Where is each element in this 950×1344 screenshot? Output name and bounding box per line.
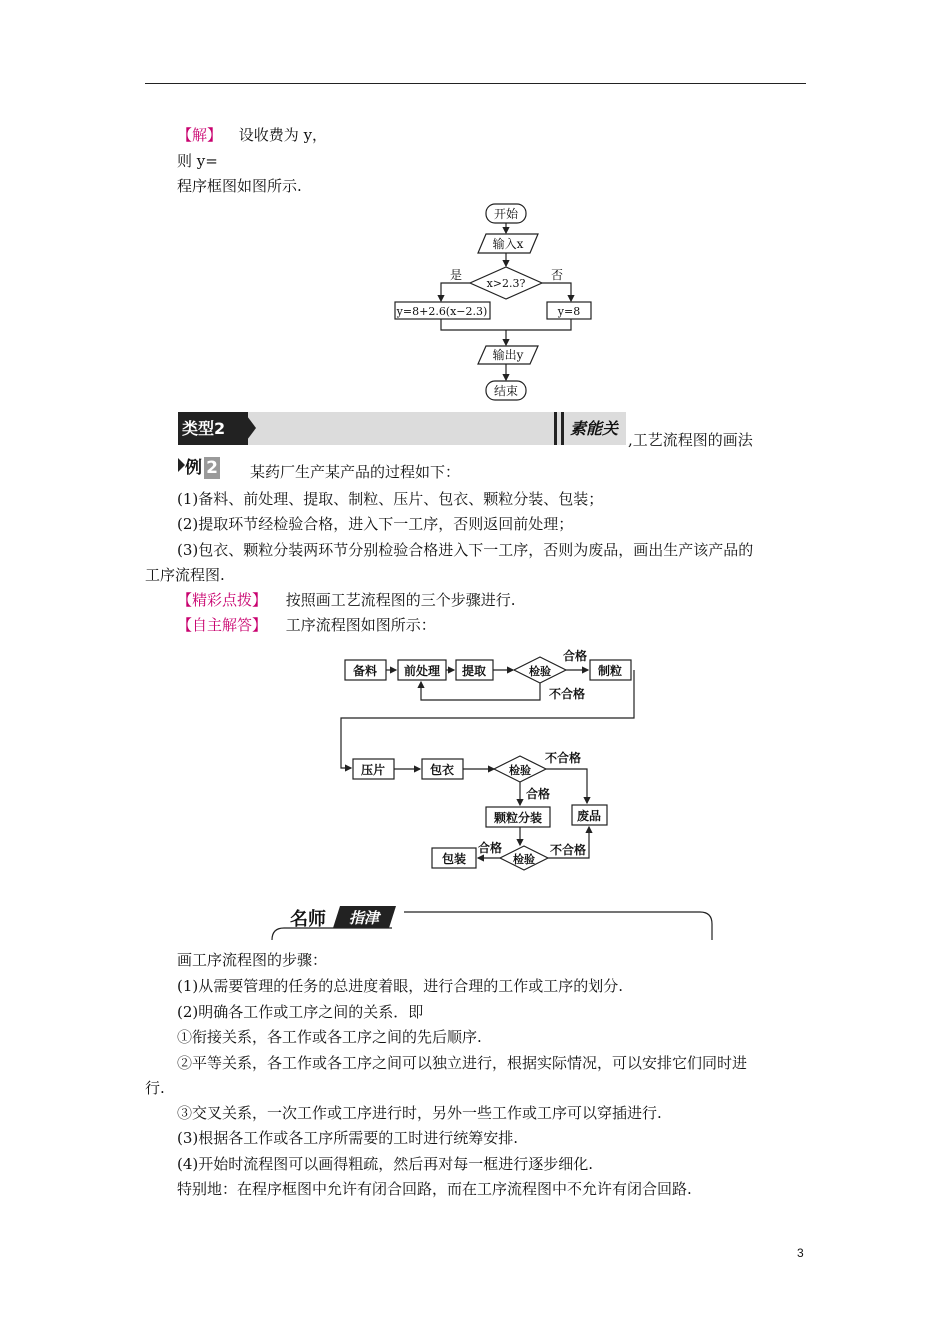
label-jianyan-3: 检验: [513, 853, 535, 866]
label-feipin: 废品: [576, 809, 602, 823]
solution-tag: 【解】: [177, 126, 223, 144]
end-label: 结束: [493, 384, 519, 398]
no-label: 否: [550, 268, 564, 282]
output-label: 输出y: [492, 348, 524, 362]
guide-line-7: (3)根据各工作或各工序所需要的工时进行统筹安排.: [177, 1129, 519, 1147]
example-item-3-cont: 工序流程图.: [145, 566, 225, 584]
answer-tag: 【自主解答】: [177, 616, 268, 634]
label-hege-1: 合格: [562, 649, 588, 663]
program-flowchart: [380, 200, 610, 405]
solution-text-1: 设收费为 y，: [238, 126, 328, 144]
label-baozhuang: 包装: [441, 852, 467, 866]
input-label: 输入x: [492, 237, 524, 251]
badge-arrow-icon: [178, 458, 185, 472]
guide-line-8: (4)开始时流程图可以画得粗疏，然后再对每一框进行逐步细化.: [177, 1155, 594, 1173]
example-item-3: (3)包衣、颗粒分装两环节分别检验合格进入下一工序，否则为废品，画出生产该产品的: [177, 541, 754, 559]
guide-line-5: 行.: [145, 1079, 165, 1097]
solution-line-3: 程序框图如图所示.: [177, 177, 302, 195]
hint-text: 按照画工艺流程图的三个步骤进行.: [285, 591, 516, 609]
label-qianchuli: 前处理: [403, 664, 441, 678]
hint-tag: 【精彩点拨】: [177, 591, 268, 609]
guide-line-0: 画工序流程图的步骤：: [177, 951, 328, 969]
label-baoyi: 包衣: [429, 763, 455, 777]
example-intro: 某药厂生产某产品的过程如下：: [250, 463, 461, 481]
yes-branch-label: y=8+2.6(x−2.3): [396, 305, 488, 318]
hint-line: [177, 589, 516, 610]
label-buhege-3: 不合格: [549, 843, 587, 857]
label-tiqu: 提取: [461, 664, 487, 678]
banner-chevron: [244, 412, 256, 444]
guide-line-9: 特别地：在程序框图中允许有闭合回路，而在工序流程图中不允许有闭合回路.: [177, 1180, 692, 1198]
guide-title-b: 指津: [348, 909, 380, 927]
start-label: 开始: [493, 207, 519, 221]
label-buhege-2: 不合格: [544, 751, 582, 765]
example-badge: [178, 457, 230, 479]
example-badge-text: 例: [185, 458, 202, 478]
header-rule: [145, 83, 806, 84]
guide-line-3: ①衔接关系，各工作或各工序之间的先后顺序.: [177, 1028, 482, 1046]
solution-line-2: 则 y=: [177, 152, 218, 170]
example-item-1: (1)备料、前处理、提取、制粒、压片、包衣、颗粒分装、包装；: [177, 490, 604, 508]
label-jianyan-1: 检验: [529, 665, 551, 678]
section-title: 工艺流程图的画法: [632, 431, 753, 449]
guide-line-4: ②平等关系，各工作或各工序之间可以独立进行，根据实际情况，可以安排它们同时进: [177, 1054, 748, 1072]
yes-label: 是: [449, 268, 463, 282]
no-branch-label: y=8: [557, 305, 581, 318]
label-hege-3: 合格: [477, 841, 503, 855]
section-badge: 素能关: [570, 419, 619, 438]
example-badge-num: 2: [204, 457, 220, 479]
banner-bars: [554, 412, 564, 445]
label-fenzhuang: 颗粒分装: [493, 811, 543, 825]
section-label: 类型2: [178, 412, 248, 445]
section-banner: [178, 412, 626, 445]
answer-text: 工序流程图如图所示：: [285, 616, 436, 634]
guide-header: [270, 900, 720, 945]
guide-line-6: ③交叉关系，一次工作或工序进行时，另外一些工作或工序可以穿插进行.: [177, 1104, 662, 1122]
label-jianyan-2: 检验: [509, 764, 531, 777]
guide-line-2: (2)明确各工作或工序之间的关系．即: [177, 1003, 424, 1021]
label-yapian: 压片: [360, 763, 386, 777]
guide-title-a: 名师: [290, 909, 326, 930]
label-hege-2: 合格: [525, 787, 551, 801]
section-title-line: ,工艺流程图的画法: [628, 431, 753, 449]
process-flowchart: [335, 640, 645, 880]
label-buhege-1: 不合格: [548, 687, 586, 701]
solution-line-1: [177, 124, 327, 145]
label-zhili: 制粒: [597, 664, 623, 678]
label-beiliao: 备料: [352, 664, 378, 678]
example-item-2: (2)提取环节经检验合格，进入下一工序，否则返回前处理；: [177, 515, 574, 533]
guide-line-1: (1)从需要管理的任务的总进度着眼，进行合理的工作或工序的划分.: [177, 977, 624, 995]
condition-label: x>2.3?: [486, 277, 526, 290]
page-number: 3: [797, 1246, 804, 1260]
answer-line: [177, 614, 436, 635]
